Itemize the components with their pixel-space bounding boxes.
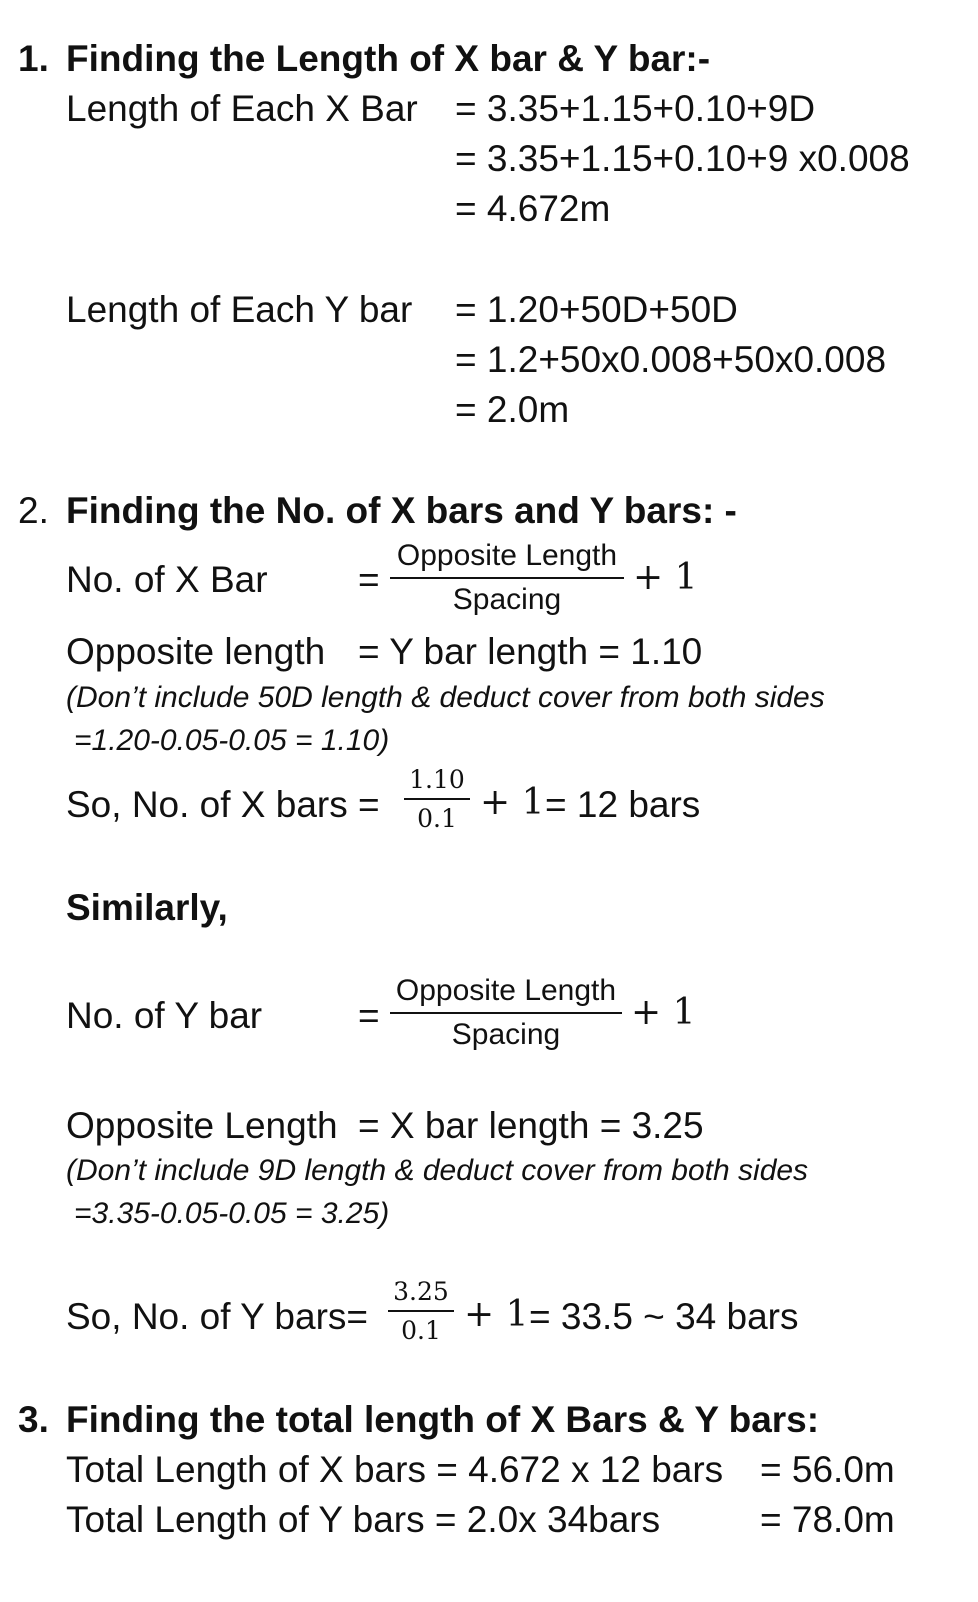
y-bar-count-label: No. of Y bar [66,995,263,1036]
x-bar-count-plus-one: + 1 [633,557,698,598]
y-bar-count-plus-one: + 1 [631,992,696,1033]
x-bar-length-line-2: = 3.35+1.15+0.10+9 x0.008 [455,138,910,179]
y-note-line-2: =3.35-0.05-0.05 = 3.25) [74,1197,390,1230]
fraction-denominator: 0.1 [417,804,457,833]
y-bar-count-fraction [390,976,622,1050]
y-bar-length-label: Length of Each Y bar [66,289,413,330]
x-bar-count-fraction [390,541,624,615]
x-bar-length-result: = 4.672m [455,188,611,229]
fraction-bar [404,798,470,800]
fraction-bar [390,577,624,579]
y-opposite-length-label: Opposite Length [66,1105,338,1146]
y-bar-length-result: = 2.0m [455,389,570,430]
y-total-length-result: = 78.0m [760,1499,895,1540]
y-bar-length-line-1: = 1.20+50D+50D [455,289,738,330]
x-opposite-length-value: = Y bar length = 1.10 [358,631,703,672]
fraction-denominator: Spacing [451,1018,561,1051]
fraction-denominator: Spacing [452,583,562,616]
x-bars-count-label: So, No. of X bars = [66,784,380,825]
x-total-length-label: Total Length of X bars = 4.672 x 12 bars [66,1449,724,1490]
fraction-numerator: Opposite Length [396,539,618,572]
y-bar-count-equals: = [358,995,380,1036]
section-3-heading: Finding the total length of X Bars & Y bars: [66,1399,820,1440]
x-bars-count-plus-one: + 1 [480,782,545,823]
fraction-numerator: 1.10 [409,765,465,794]
fraction-bar [388,1310,454,1312]
y-bars-count-label: So, No. of Y bars= [66,1296,369,1337]
x-bars-count-result: = 12 bars [545,784,701,825]
x-bar-length-label: Length of Each X Bar [66,88,418,129]
y-bars-count-plus-one: + 1 [464,1294,529,1335]
section-1-heading: Finding the Length of X bar & Y bar:- [66,38,711,79]
x-bars-count-fraction [404,767,470,831]
y-bars-count-fraction [388,1279,454,1343]
x-total-length-result: = 56.0m [760,1449,895,1490]
y-opposite-length-value: = X bar length = 3.25 [358,1105,704,1146]
y-note-line-1: (Don’t include 9D length & deduct cover from both sides [66,1154,809,1187]
section-2-heading: Finding the No. of X bars and Y bars: - [66,490,737,531]
y-total-length-label: Total Length of Y bars = 2.0x 34bars [66,1499,661,1540]
x-bar-count-equals: = [358,559,380,600]
x-note-line-2: =1.20-0.05-0.05 = 1.10) [74,724,390,757]
y-bar-length-line-2: = 1.2+50x0.008+50x0.008 [455,339,887,380]
x-bar-count-label: No. of X Bar [66,559,268,600]
x-note-line-1: (Don’t include 50D length & deduct cover from both sides [66,681,825,714]
y-bars-count-result: = 33.5 ~ 34 bars [529,1296,799,1337]
fraction-bar [390,1012,622,1014]
x-opposite-length-label: Opposite length [66,631,326,672]
x-bar-length-line-1: = 3.35+1.15+0.10+9D [455,88,816,129]
section-1-number: 1. [18,38,49,79]
similarly-label: Similarly, [66,887,228,928]
section-2-number: 2. [18,490,49,531]
section-3-number: 3. [18,1399,49,1440]
fraction-numerator: 3.25 [393,1277,449,1306]
fraction-numerator: Opposite Length [395,974,617,1007]
fraction-denominator: 0.1 [401,1316,441,1345]
